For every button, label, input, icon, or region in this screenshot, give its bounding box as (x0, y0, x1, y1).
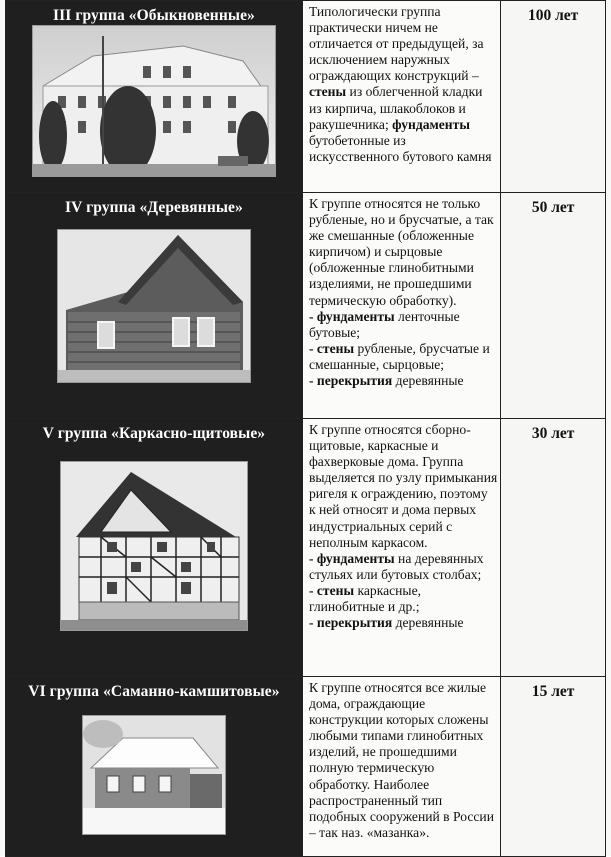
table-row (6, 419, 606, 677)
description-text: ленточные бутовые; (308, 308, 460, 340)
group-cell (6, 677, 303, 857)
description-text: бутобетонные из искусственного бутового камня (308, 132, 492, 164)
group-title: VI группа «Саманно-камшитовые» (28, 683, 280, 700)
description-text: каркасные, глинобитные и др.; (308, 582, 421, 615)
description-text: деревянные (392, 615, 464, 631)
photo-wooden-house (57, 229, 251, 383)
service-life: 30 лет (531, 425, 575, 442)
bold-term: - стены (308, 582, 355, 598)
photo-half-timbered-house (60, 461, 248, 631)
description-text: К группе относятся сборно-щитовые, каркасные и фахверковые дома. Группа выделяется по узлу примыкания ригеля к ограждению, поэтому к ней относят и дома первых индустриальных серий с неполным каркасом. (308, 422, 498, 550)
group-description (303, 1, 500, 165)
group-cell (6, 419, 303, 677)
group-title: III группа «Обыкновенные» (53, 7, 255, 24)
building-groups-table (5, 0, 606, 857)
group-description (303, 193, 500, 389)
description-text: на деревянных стульях или бутовых столбах; (308, 550, 484, 582)
service-life: 100 лет (527, 7, 579, 24)
table-row (6, 193, 606, 419)
bold-term: - стены (308, 340, 355, 356)
description-cell (302, 419, 500, 677)
bold-term: - перекрытия (308, 373, 393, 389)
description-cell (302, 193, 500, 419)
description-cell (302, 1, 500, 193)
table-row (6, 677, 606, 857)
description-text: рубленые, брусчатые и смешанные, сырцовые; (308, 340, 490, 372)
description-text: К группе относятся все жилые дома, ограждающие конструкции которых сложены любыми типами глинобитных изделий, не прошедшими полную термическую обработку. Наиболее распространенный тип подобных сооружений в России – так наз. «мазанка». (308, 680, 494, 840)
group-description (303, 419, 500, 631)
bold-term: фундаменты (392, 116, 470, 132)
service-life-cell (501, 677, 606, 857)
description-text: деревянные (392, 373, 464, 389)
service-life-cell (501, 419, 606, 677)
description-cell (302, 677, 500, 857)
group-title: IV группа «Деревянные» (65, 199, 243, 216)
description-text: К группе относятся не только рубленые, но и брусчатые, а так же смешанные (обложенные кирпичом) и сырцовые (обложенные глинобитными изделиями, не прошедшими термическую обработку). (308, 196, 494, 308)
photo-multistorey-building (32, 25, 276, 177)
bold-term: - фундаменты (308, 550, 395, 566)
group-cell (6, 1, 303, 193)
bold-term: стены (308, 84, 347, 100)
description-text: Типологически группа практически ничем не отличается от предыдущей, за исключением наружных ограждающих конструкций – (308, 4, 484, 84)
service-life-cell (501, 193, 606, 419)
photo-adobe-house (82, 715, 226, 835)
bold-term: - перекрытия (308, 615, 393, 631)
group-cell (6, 193, 303, 419)
service-life: 15 лет (531, 683, 575, 700)
bold-term: - фундаменты (308, 308, 395, 324)
service-life: 50 лет (531, 199, 575, 216)
service-life-cell (501, 1, 606, 193)
table-row (6, 1, 606, 193)
description-text: из облегченной кладки из кирпича, шлакоблоков и ракушечника; (308, 84, 483, 132)
group-description (303, 677, 500, 841)
group-title: V группа «Каркасно-щитовые» (42, 425, 266, 442)
